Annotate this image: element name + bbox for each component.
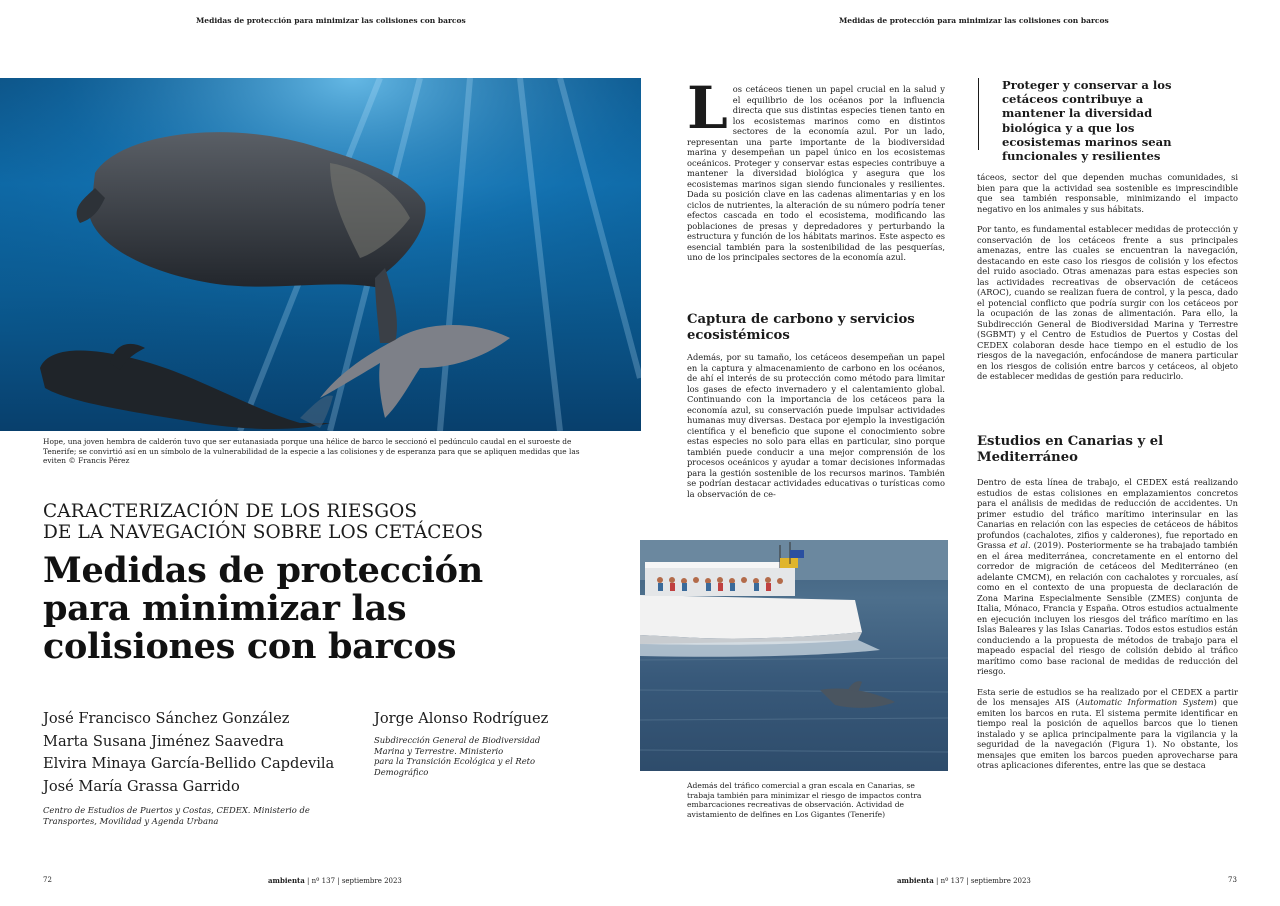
affiliation-line: Subdirección General de Biodiversidad: [374, 735, 541, 745]
author-name: José Francisco Sánchez González: [43, 710, 290, 727]
whale-photo-caption: Hope, una joven hembra de calderón tuvo que ser eutanasiada porque una hélice de barco le seccionó el pedúnculo caudal en el suroeste de Tenerife; se convirtió así en un símbolo de la vulnerabilidad de la especie a las colisiones y de esperanza para que se apliquen medidas que las eviten © Francis Pérez: [43, 437, 580, 466]
author-name: José María Grassa Garrido: [43, 777, 240, 795]
column-1-intro: [687, 74, 945, 263]
boat-hull-shape: [640, 595, 862, 639]
title-line-1: Medidas de protección: [43, 550, 483, 591]
whale-photo: [0, 78, 641, 431]
footer-right: [897, 876, 1031, 885]
section-heading-carbon: Captura de carbono y servicios ecosistémicos: [687, 312, 915, 343]
running-head-right: Medidas de protección para minimizar las colisiones con barcos: [839, 16, 1109, 25]
page-number-left: 72: [43, 876, 52, 884]
column-2-body: [977, 172, 1238, 382]
text-run: (2019). Posteriormente se ha trabajado también en el área mediterránea, concretamente en el entorno del corredor de migración de cetáceos del Mediterráneo (en adelante CMCM), en relación con cachalotes y rorcuales, así como en el contexto de una propuesta de declaración de Zona Marina Especialmente Sensible (ZMES) conjunta de Italia, Mónaco, Francia y España. Otros estudios actualmente en ejecución incluyen los riesgos del tráfico marítimo en las Islas Baleares y las Islas Canarias. Todos estos estudios están conduciendo a la propuesta de métodos de trabajo para el mapeado espacial del riesgo de colisión debido al tráfico marítimo como base racional de medidas de reducción del riesgo.: [977, 540, 1238, 676]
paragraph: Por tanto, es fundamental establecer medidas de protección y conservación de los cetáceos frente a sus principales amenazas, entre las cuales se encuentran la navegación, destacando en este caso los riesgos de colisión y los efectos del ruido asociado. Otras amenazas para estas especies son las actividades recreativas de observación de cetáceos (AROC), cuando se realizan fuera de control, y la pesca, dado el potencial conflicto que podría surgir con los cetáceos por la ocupación de las zonas de alimentación. Para ello, la Subdirección General de Biodiversidad Marina y Terrestre (SGBMT) y el Centro de Estudios de Puertos y Costas del CEDEX colaboran desde hace tiempo en el estudio de los riesgos de la navegación, enfocándose de manera particular en los riesgos de colisión entre barcos y cetáceos, al objeto de establecer medidas de gestión para reducirlo.: [977, 224, 1238, 381]
text-run: Dentro de esta línea de trabajo, el CEDEX está realizando estudios de estas colisiones en emplazamientos concretos para el análisis de medidas de reducción de accidentes. Un primer estudio del tráfico marítimo interinsular en las Canarias en relación con las especies de cetáceos de hábitos profundos (cachalotes, zifios y calderones), fue reportado en Grassa: [977, 477, 1238, 550]
author-name: Elvira Minaya García-Bellido Capdevila: [43, 755, 335, 772]
footer-magazine: ambienta: [268, 876, 305, 885]
text-run-italic: et al.: [1009, 540, 1031, 550]
author-name: Marta Susana Jiménez Saavedra: [43, 732, 284, 750]
article-title: [43, 552, 603, 666]
boat-photo-caption: Además del tráfico comercial a gran escala en Canarias, se trabaja también para minimizar el riesgo de impactos contra embarcaciones recreativas de observación. Actividad de avistamiento de delfines en Los Gigantes (Tenerife): [687, 781, 922, 819]
authors-group-a: [43, 708, 363, 798]
title-line-2: para minimizar las: [43, 588, 407, 629]
footer-magazine: ambienta: [897, 876, 934, 885]
affiliation-line: Demográfico: [374, 766, 429, 777]
footer-issue: | nº 137 | septiembre 2023: [307, 877, 402, 885]
kicker-line-1: CARACTERIZACIÓN DE LOS RIESGOS: [43, 501, 418, 522]
affiliation-a: [43, 805, 363, 826]
paragraph: Además, por su tamaño, los cetáceos desempeñan un papel en la captura y almacenamiento de carbono en los océanos, de ahí el interés de su protección como método para limitar los gases de efecto invernadero y el calentamiento global. Continuando con la importancia de los cetáceos para la economía azul, su conservación puede impulsar actividades humanas muy diversas. Destaca por ejemplo la investigación científica y el beneficio que supone el conocimiento sobre estas especies no solo para ellas en particular, sino porque también puede conducir a una mejor comprensión de los procesos oceánicos y ayudar a tomar decisiones informadas para la gestión sostenible de los recursos marinos. También se podrían destacar actividades educativas o turísticas como la observación de ce-: [687, 352, 945, 499]
running-head-left: Medidas de protección para minimizar las colisiones con barcos: [196, 16, 466, 25]
article-kicker: [43, 501, 603, 543]
pullquote: Proteger y conservar a los cetáceos contribuye a mantener la diversidad biológica y a que los ecosistemas marinos sean funcionales y resilientes: [1002, 78, 1172, 164]
title-line-3: colisiones con barcos: [43, 626, 457, 667]
column-2-studies: [977, 477, 1238, 771]
kicker-line-2: DE LA NAVEGACIÓN SOBRE LOS CETÁCEOS: [43, 522, 484, 543]
paragraph: [977, 477, 1238, 677]
column-1-carbon: [687, 352, 945, 499]
affiliation-line: Centro de Estudios de Puertos y Costas, CEDEX. Ministerio de: [43, 805, 310, 815]
affiliation-b: [374, 735, 604, 777]
author-name: Jorge Alonso Rodríguez: [374, 710, 549, 727]
affiliation-line: Marina y Terrestre. Ministerio: [374, 745, 504, 756]
section-heading-canarias: Estudios en Canarias y el Mediterráneo: [977, 434, 1164, 465]
paragraph: [977, 687, 1238, 771]
paragraph: táceos, sector del que dependen muchas comunidades, si bien para que la actividad sea sostenible es imprescindible que sea también responsable, minimizando el impacto negativo en los animales y sus hábitats.: [977, 172, 1238, 214]
authors-group-b: [374, 708, 604, 731]
text-run-italic: Automatic Information System: [1078, 697, 1214, 707]
affiliation-line: Transportes, Movilidad y Agenda Urbana: [43, 815, 219, 826]
intro-paragraph: os cetáceos tienen un papel crucial en la salud y el equilibrio de los océanos por la influencia directa que sus distintas especies tienen tanto en los ecosistemas marinos como en distintos sectores de la economía azul. Por un lado, representan una parte importante de la biodiversidad marina y desempeñan un papel único en los ecosistemas oceánicos. Proteger y conservar estas especies contribuye a mantener la diversidad biológica y asegura que los ecosistemas marinos sigan siendo funcionales y resilientes. Dada su posición clave en las cadenas alimentarias y en los ciclos de nutrientes, la alteración de su número podría tener efectos cascada en todo el ecosistema, modificando las poblaciones de presas y depredadores y perturbando la estructura y función de los hábitats marinos. Este aspecto es esencial también para la sostenibilidad de las pesquerías, uno de los principales sectores de la economía azul.: [687, 84, 945, 262]
text-run: Esta serie de estudios se ha realizado por el CEDEX a partir de los mensajes AIS (: [977, 686, 1238, 707]
drop-cap: L: [687, 74, 728, 142]
boat-photo: [640, 540, 948, 771]
footer-issue: | nº 137 | septiembre 2023: [936, 877, 1031, 885]
footer-left: [268, 876, 402, 885]
affiliation-line: para la Transición Ecológica y el Reto: [374, 756, 536, 767]
pullquote-rule: [978, 78, 979, 150]
page-number-right: 73: [1228, 876, 1237, 884]
text-run: ) que emiten los barcos en ruta. El sistema permite identificar en tiempo real la posición de aquellos barcos que lo tienen instalado y se aplica principalmente para la vigilancia y la seguridad de la navegación (Figura 1). No obstante, los mensajes que emiten los barcos pueden aprovecharse para otras aplicaciones diferentes, entre las que se destaca: [977, 697, 1239, 770]
